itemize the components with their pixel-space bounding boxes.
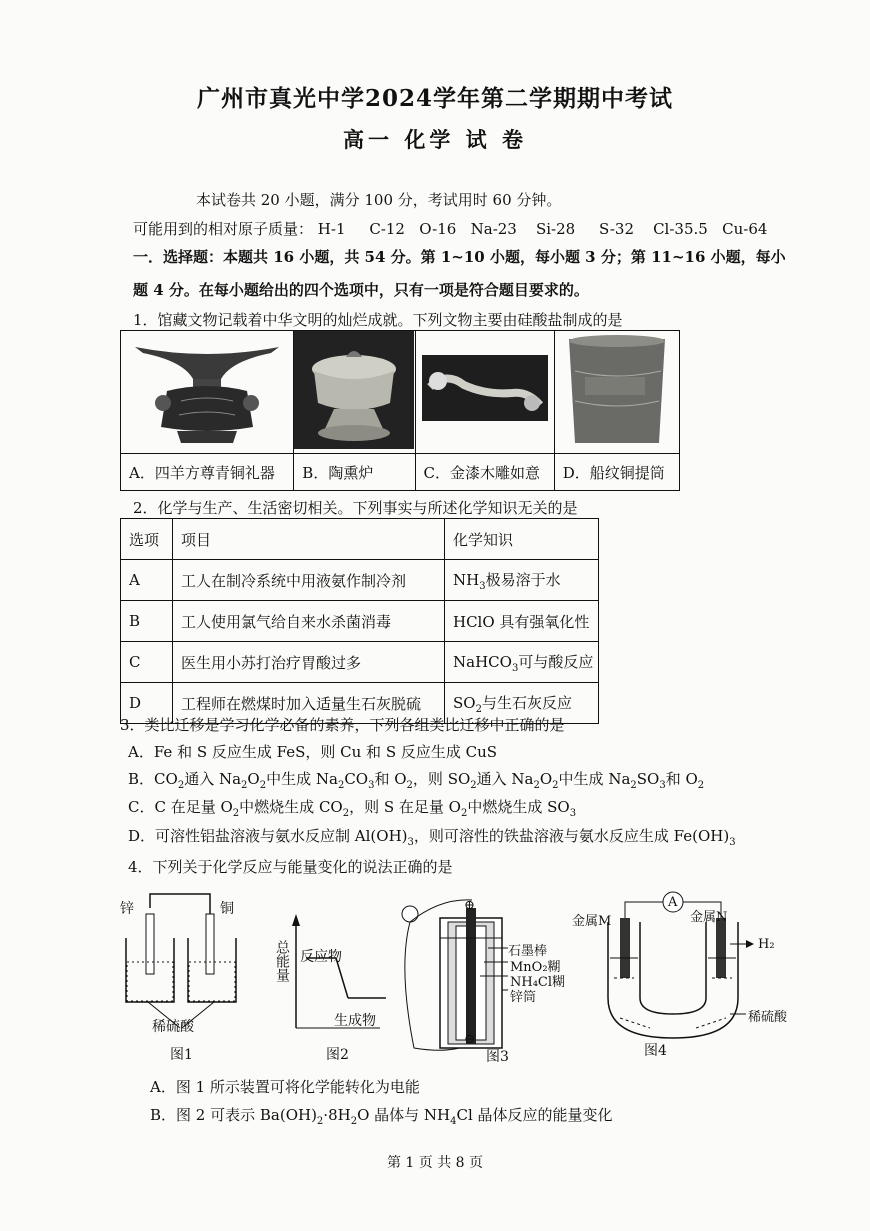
atomic-mass-label: 可能用到的相对原子质量： <box>133 220 314 238</box>
q3-option-d: D．可溶性铝盐溶液与氨水反应制 $Al(OH)_3$，则可溶性的铁盐溶液与氨水反应生成 $Fe(OH)_3$ <box>128 827 736 848</box>
table-row <box>121 601 599 642</box>
q3-option-a: A．Fe 和 S 反应生成 FeS，则 Cu 和 S 反应生成 CuS <box>128 743 498 761</box>
figure-4 <box>608 892 754 1038</box>
atom-si: Si-28 <box>535 220 576 238</box>
atom-s: S-32 <box>599 220 634 238</box>
atom-cl: Cl-35.5 <box>653 220 708 238</box>
fig1-acid-label: 稀硫酸 <box>152 1019 194 1035</box>
fig4-caption: 图4 <box>644 1043 667 1059</box>
figure-3 <box>402 900 508 1050</box>
section1-line1: 一．选择题：本题共 16 小题，共 54 分。第 1~10 小题，每小题 3 分；第 11~16 小题，每小 <box>133 248 786 266</box>
q2-row-option: D <box>121 683 173 724</box>
q1-option-a: A．四羊方尊青铜礼器 <box>121 454 294 491</box>
fig3-caption: 图3 <box>486 1049 509 1065</box>
q2-header-row <box>121 519 599 560</box>
section1-line2: 题 4 分。在每小题给出的四个选项中，只有一项是符合题目要求的。 <box>133 281 589 299</box>
fig3-nh4cl-label: NH₄Cl糊 <box>510 975 566 990</box>
exam-subtitle: 高一 化学 试 卷 <box>343 127 527 152</box>
q2-header-option: 选项 <box>121 519 173 560</box>
q2-header-knowledge: 化学知识 <box>445 519 599 560</box>
q3-option-c: C．C 在足量 $O_2$中燃烧生成 $CO_2$，则 S 在足量 $O_2$中燃烧生成 $SO_3$ <box>128 798 577 819</box>
q2-row-option: B <box>121 601 173 642</box>
exam-info: 本试卷共 20 小题，满分 100 分，考试用时 60 分钟。 <box>196 191 562 209</box>
q2-stem: 2．化学与生产、生活密切相关。下列事实与所述化学知识无关的是 <box>133 499 578 517</box>
q2-row-knowledge: HClO 具有强氧化性 <box>445 601 599 642</box>
table-row <box>121 642 599 683</box>
q3-option-b: B．$CO_2$通入 $Na_2O_2$中生成 $Na_2CO_3$和 $O_2$，则 $SO_2$通入 $Na_2O_2$中生成 $Na_2SO_3$和 $O_2$ <box>128 770 705 791</box>
atom-cu: Cu-64 <box>722 220 768 238</box>
q4-stem: 4．下列关于化学反应与能量变化的说法正确的是 <box>128 858 453 876</box>
exam-title: 广州市真光中学2024学年第二学期期中考试 <box>196 85 673 112</box>
q2-table <box>120 518 599 724</box>
q1-option-d: D．船纹铜提筒 <box>554 454 679 491</box>
ceramic-censer-image <box>294 331 414 449</box>
q1-image-b <box>294 331 415 454</box>
fig3-zinc-can-label: 锌筒 <box>510 990 537 1005</box>
q2-row-item: 工程师在燃煤时加入适量生石灰脱硫 <box>173 683 445 724</box>
fig4-metal-n-label: 金属N <box>690 910 728 925</box>
q1-image-d <box>554 331 679 454</box>
atomic-mass-line <box>133 218 767 239</box>
fig2-ylabel: 总能量 <box>274 940 290 982</box>
q1-option-b: B．陶熏炉 <box>294 454 415 491</box>
atom-o: O-16 <box>419 220 457 238</box>
q4-option-a: A．图 1 所示装置可将化学能转化为电能 <box>150 1078 420 1096</box>
q4-option-b: B．图 2 可表示 $Ba(OH)_2\cdot 8H_2O$ 晶体与 $NH_4Cl$ 晶体反应的能量变化 <box>150 1106 613 1127</box>
q1-image-c <box>415 331 554 454</box>
fig2-reactant-label: 反应物 <box>300 949 342 965</box>
bronze-zun-image <box>121 331 293 449</box>
q3-stem: 3．类比迁移是学习化学必备的素养，下列各组类比迁移中正确的是 <box>120 716 565 734</box>
q2-row-knowledge: $NH_3$极易溶于水 <box>445 560 599 601</box>
fig3-minus-icon: ⊖ <box>464 1032 475 1047</box>
q1-option-c: C．金漆木雕如意 <box>415 454 554 491</box>
page-footer: 第 1 页 共 8 页 <box>386 1155 484 1171</box>
fig4-metal-m-label: 金属M <box>572 914 612 929</box>
fig2-product-label: 生成物 <box>334 1013 376 1029</box>
fig3-mno2-label: MnO₂糊 <box>510 960 561 975</box>
atom-na: Na-23 <box>470 220 517 238</box>
q1-stem: 1．馆藏文物记载着中华文明的灿烂成就。下列文物主要由硅酸盐制成的是 <box>133 311 623 329</box>
q1-image-table <box>120 330 680 491</box>
ruyi-scepter-image <box>416 331 554 449</box>
q2-row-item: 工人使用氯气给自来水杀菌消毒 <box>173 601 445 642</box>
q2-row-option: A <box>121 560 173 601</box>
q1-image-a <box>121 331 294 454</box>
q2-row-item: 医生用小苏打治疗胃酸过多 <box>173 642 445 683</box>
fig3-graphite-label: 石墨棒 <box>508 944 548 959</box>
fig2-caption: 图2 <box>326 1047 349 1063</box>
q2-row-item: 工人在制冷系统中用液氨作制冷剂 <box>173 560 445 601</box>
ammeter-icon: A <box>668 895 678 910</box>
atom-h: H-1 <box>317 220 346 238</box>
fig4-h2-label: H₂ <box>758 937 775 952</box>
q2-row-knowledge: $SO_2$与生石灰反应 <box>445 683 599 724</box>
fig4-acid-label: 稀硫酸 <box>748 1010 788 1025</box>
fig3-plus-icon: ⊕ <box>464 898 475 913</box>
q2-row-option: C <box>121 642 173 683</box>
fig1-caption: 图1 <box>170 1047 193 1063</box>
atom-c: C-12 <box>369 220 405 238</box>
q2-row-knowledge: NaHCO$_3$可与酸反应 <box>445 642 599 683</box>
q2-header-item: 项目 <box>173 519 445 560</box>
bronze-bucket-image <box>555 331 679 449</box>
fig1-zinc-label: 锌 <box>120 901 134 917</box>
q4-figures <box>110 878 790 1068</box>
table-row <box>121 560 599 601</box>
fig1-copper-label: 铜 <box>220 901 234 917</box>
